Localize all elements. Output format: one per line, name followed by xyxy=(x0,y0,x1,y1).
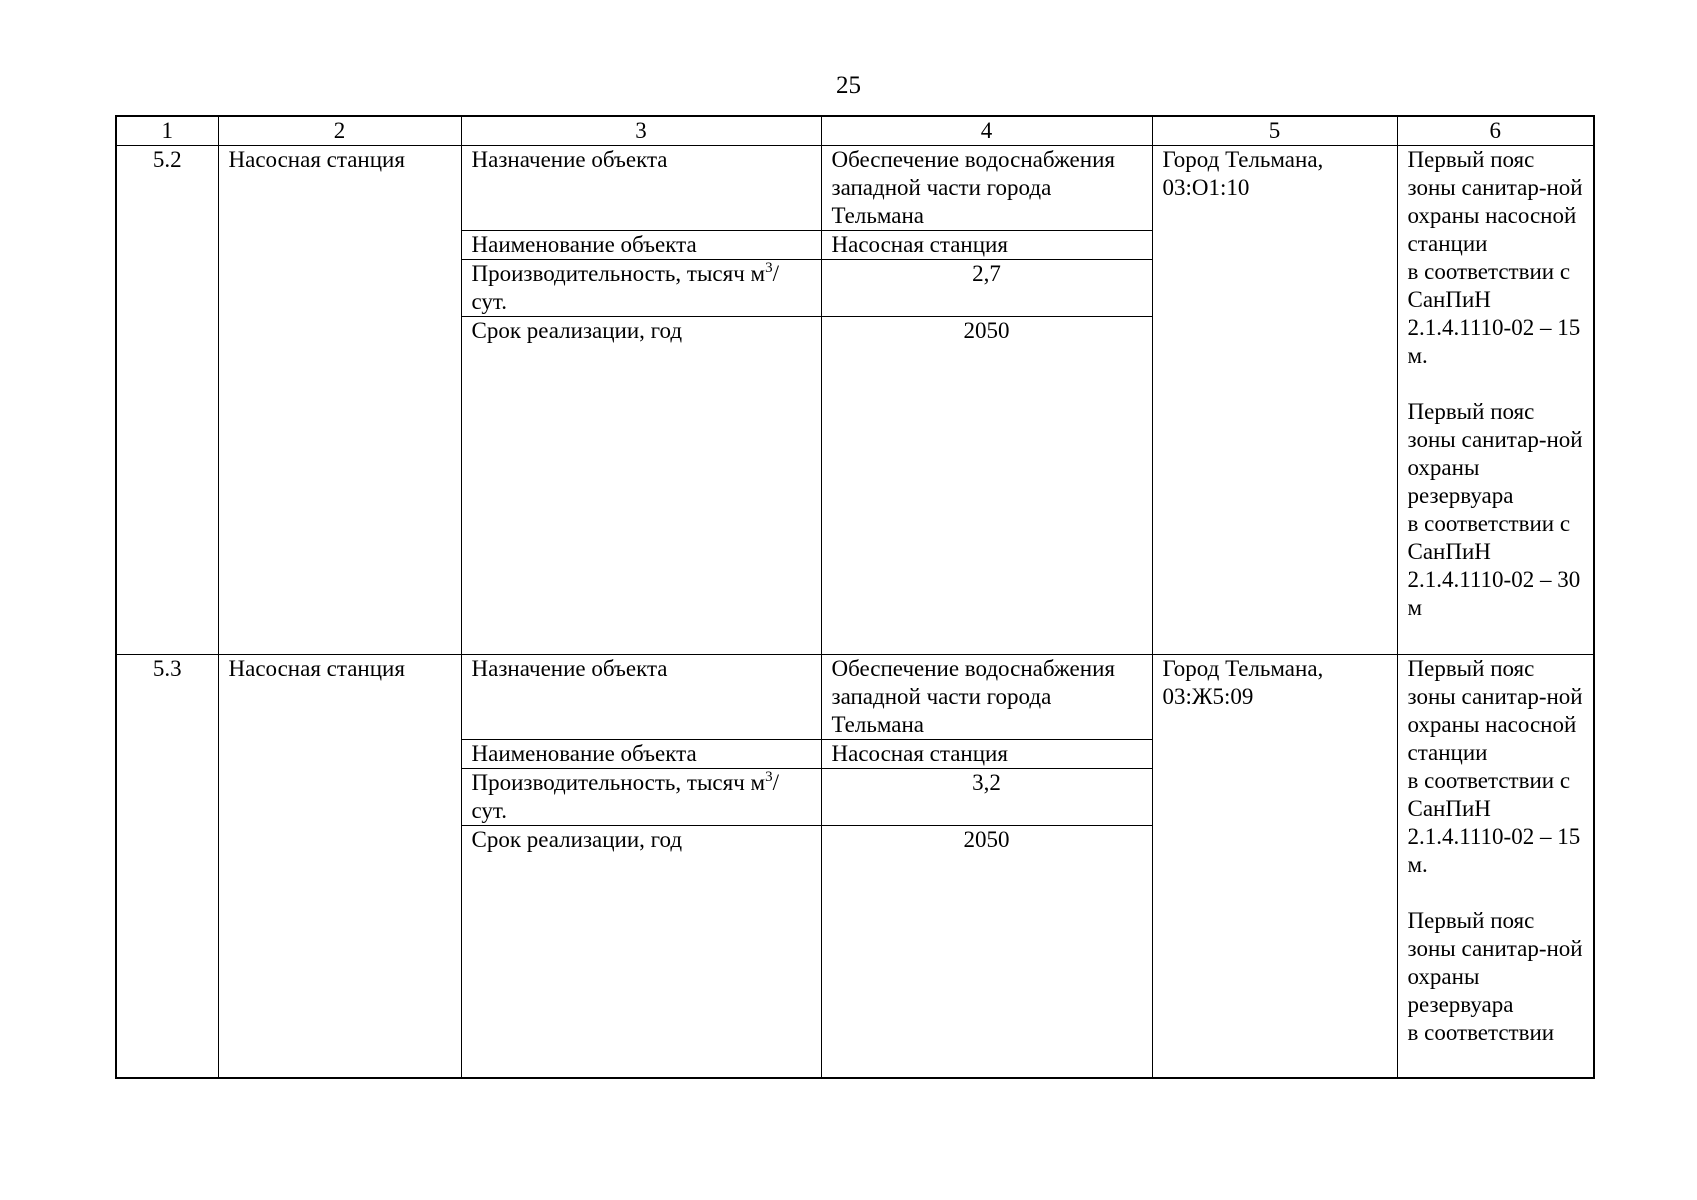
empty-cell xyxy=(461,854,821,1078)
header-col-4: 4 xyxy=(821,116,1152,146)
param-label: Назначение объекта xyxy=(461,146,821,231)
param-value: Насосная станция xyxy=(821,231,1152,260)
param-label-text: Производительность, тысяч м xyxy=(471,261,766,286)
param-value: 2050 xyxy=(821,825,1152,854)
location: Город Тельмана, 03:О1:10 xyxy=(1152,146,1397,655)
location: Город Тельмана, 03:Ж5:09 xyxy=(1152,654,1397,1078)
sanitary-zone: Первый пояс зоны санитар-ной охраны насосной станции в соответствии с СанПиН 2.1.4.1110-02 – 15 м. Первый пояс зоны санитар-ной охраны резервуара в соответствии с СанПиН 2.1.4.1110-02 – 30 м xyxy=(1397,146,1594,655)
param-value: Насосная станция xyxy=(821,739,1152,768)
param-label: Срок реализации, год xyxy=(461,317,821,346)
empty-cell xyxy=(821,854,1152,1078)
object-name: Насосная станция xyxy=(218,146,461,655)
param-label: Наименование объекта xyxy=(461,231,821,260)
param-label-text: Производительность, тысяч м xyxy=(471,769,766,795)
param-label xyxy=(461,260,821,317)
param-value: Обеспечение водоснабжения западной части города Тельмана xyxy=(821,146,1152,231)
empty-cell xyxy=(461,345,821,654)
header-col-3: 3 xyxy=(461,116,821,146)
param-label: Назначение объекта xyxy=(461,654,821,739)
page-number: 25 xyxy=(836,72,861,99)
row-number: 5.2 xyxy=(116,146,218,655)
param-value: 2,7 xyxy=(821,260,1152,317)
header-col-2: 2 xyxy=(218,116,461,146)
param-label-unit: /сут. xyxy=(471,261,779,314)
sanitary-zone: Первый пояс зоны санитар-ной охраны насосной станции в соответствии с СанПиН 2.1.4.1110-02 – 15 м. Первый пояс зоны санитар-ной охраны резервуара в соответствии xyxy=(1397,654,1594,1078)
header-col-5: 5 xyxy=(1152,116,1397,146)
param-label xyxy=(461,768,821,825)
param-value: 2050 xyxy=(821,317,1152,346)
param-value: Обеспечение водоснабжения западной части города Тельмана xyxy=(821,654,1152,739)
table-row xyxy=(116,146,1594,231)
param-value: 3,2 xyxy=(821,768,1152,825)
object-name: Насосная станция xyxy=(218,654,461,1078)
param-label: Срок реализации, год xyxy=(461,825,821,854)
superscript: 3 xyxy=(765,260,773,276)
header-col-1: 1 xyxy=(116,116,218,146)
empty-cell xyxy=(821,345,1152,654)
param-label-unit: /сут. xyxy=(471,769,779,823)
param-label: Наименование объекта xyxy=(461,739,821,768)
header-row xyxy=(116,116,1594,146)
header-col-6: 6 xyxy=(1397,116,1594,146)
superscript: 3 xyxy=(765,768,773,785)
row-number: 5.3 xyxy=(116,654,218,1078)
table-row xyxy=(116,654,1594,739)
planning-table xyxy=(115,115,1595,1079)
